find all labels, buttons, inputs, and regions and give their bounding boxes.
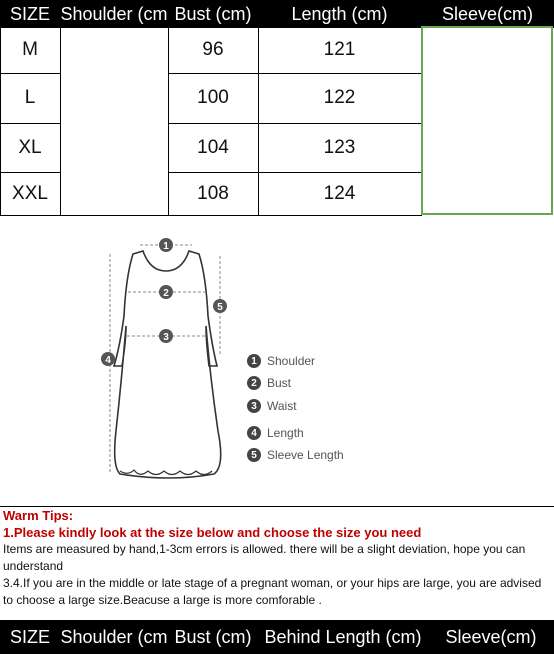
cell-size: L xyxy=(24,87,36,108)
legend-number-icon: 5 xyxy=(247,448,261,462)
cell-size: XXL xyxy=(12,182,48,204)
cell-size: M xyxy=(22,38,38,60)
header-sleeve: Sleeve(cm) xyxy=(441,3,534,24)
marker-length xyxy=(101,352,115,366)
sleeve-column-highlight xyxy=(421,26,553,215)
cell-bust: 108 xyxy=(197,182,229,204)
legend-label: Length xyxy=(267,426,304,440)
footer-header-behind-length: Behind Length (cm) xyxy=(264,626,422,647)
cell-length: 123 xyxy=(323,136,356,158)
dress-outline xyxy=(114,251,221,478)
svg-text:5: 5 xyxy=(217,302,223,313)
legend-label: Bust xyxy=(267,376,292,390)
size-chart-footer-header xyxy=(0,620,554,654)
marker-shoulder xyxy=(159,238,173,252)
tips-title: Warm Tips: xyxy=(3,508,74,523)
cell-size: XL xyxy=(18,136,42,158)
cell-length: 124 xyxy=(323,182,356,204)
legend-bust xyxy=(247,376,291,390)
measurement-diagram xyxy=(0,216,554,507)
legend-number-icon: 2 xyxy=(247,376,261,390)
tips-line-1: 1.Please kindly look at the size below and choose the size you need xyxy=(3,525,422,540)
svg-text:4: 4 xyxy=(105,355,111,366)
header-length: Length (cm) xyxy=(291,3,388,24)
footer-header-bust: Bust (cm) xyxy=(174,626,252,647)
legend-label: Sleeve Length xyxy=(267,448,344,462)
tips-line-3: 3.4.If you are in the middle or late stage of a pregnant woman, or your hips are large, you are advised to choose a large size.Beacuse a large is more comforable . xyxy=(3,576,542,607)
marker-bust xyxy=(159,285,173,299)
legend-length xyxy=(247,426,304,440)
cell-bust: 100 xyxy=(197,87,229,108)
tips-line-2: Items are measured by hand,1-3cm errors is allowed. there will be a slight deviation, hope you can understand xyxy=(3,542,526,573)
legend-shoulder xyxy=(247,354,315,368)
legend-sleeve-length xyxy=(247,448,344,462)
cell-bust: 96 xyxy=(202,38,224,60)
marker-waist xyxy=(159,329,173,343)
svg-text:2: 2 xyxy=(163,288,169,299)
legend-label: Shoulder xyxy=(267,354,316,368)
legend-waist xyxy=(247,399,297,413)
size-table xyxy=(0,26,554,216)
header-bust: Bust (cm) xyxy=(174,3,252,24)
table-divider xyxy=(60,26,61,216)
warm-tips xyxy=(0,507,554,613)
footer-header-shoulder: Shoulder (cm xyxy=(60,626,168,647)
cell-length: 122 xyxy=(323,87,356,108)
cell-bust: 104 xyxy=(197,136,229,158)
legend-label: Waist xyxy=(267,399,297,413)
footer-header-sleeve: Sleeve(cm) xyxy=(445,626,537,647)
footer-header-size: SIZE xyxy=(9,626,50,647)
header-size: SIZE xyxy=(9,3,50,24)
legend-number-icon: 3 xyxy=(247,399,261,413)
header-shoulder: Shoulder (cm xyxy=(60,3,168,24)
cell-length: 121 xyxy=(323,38,356,60)
svg-text:1: 1 xyxy=(163,241,169,252)
size-chart-header xyxy=(0,0,554,28)
marker-sleeve xyxy=(213,299,227,313)
svg-text:3: 3 xyxy=(163,332,169,343)
legend-number-icon: 1 xyxy=(247,354,261,368)
legend-number-icon: 4 xyxy=(247,426,261,440)
